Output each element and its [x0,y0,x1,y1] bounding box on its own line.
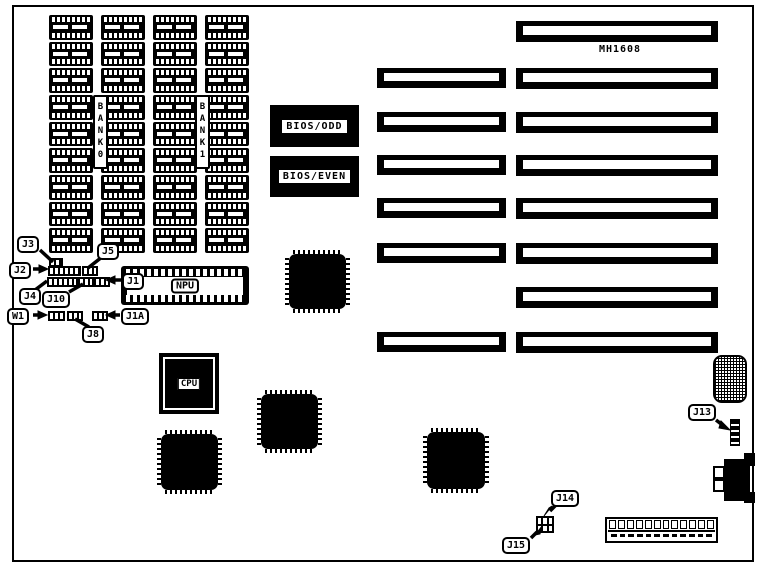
callout-j2: J2 [9,262,31,279]
power-connector-pins [609,520,714,529]
w1-pins [48,311,65,321]
memory-dip-socket [153,175,197,200]
power-connector-divider [608,530,715,532]
memory-dip-socket [153,42,197,67]
memory-dip-socket [49,42,93,67]
keyboard-connector-pin-top [713,466,725,479]
callout-j3: J3 [17,236,39,253]
callout-j14: J14 [551,490,579,507]
isa-slot-right-8 [516,332,718,353]
memory-dip-socket [205,15,249,40]
keyboard-connector-tab-top [744,453,755,466]
bios-even-label: BIOS/EVEN [278,169,351,184]
j4-pins [47,277,78,287]
power-connector-solder-pads [611,534,712,537]
memory-dip-socket [205,122,249,147]
memory-socket-grid [49,15,249,253]
qfp-chip-2 [257,390,322,453]
memory-dip-socket [153,228,197,253]
j5-pins [82,266,98,276]
bios-even-chip [270,156,359,197]
isa-slot-right-2 [516,68,718,89]
memory-dip-socket [101,42,145,67]
memory-dip-socket [49,95,93,120]
memory-dip-socket [101,68,145,93]
callout-j10: J10 [42,291,70,308]
power-connector [605,517,718,543]
memory-dip-socket [205,175,249,200]
j8-pins [67,311,83,321]
callout-j5: J5 [97,243,119,260]
isa-slot-right-7 [516,287,718,308]
isa-slot-left-2 [377,112,506,132]
memory-dip-socket [49,202,93,227]
isa-slot-right-6 [516,243,718,264]
memory-dip-socket [205,42,249,67]
qfp-chip-3 [157,430,222,494]
memory-dip-socket [101,15,145,40]
memory-dip-socket [101,175,145,200]
qfp-chip-4 [423,428,489,493]
j1-pins [94,277,110,287]
isa-slot-left-5 [377,243,506,263]
isa-slot-left-3 [377,155,506,175]
isa-slot-left-4 [377,198,506,218]
isa-slot-left-6 [377,332,506,352]
j1a-pins [92,311,108,321]
memory-dip-socket [49,122,93,147]
callout-j15: J15 [502,537,530,554]
npu-label: NPU [171,278,199,293]
memory-dip-socket [49,68,93,93]
memory-dip-socket [49,228,93,253]
keyboard-connector-pin-bottom [713,479,725,492]
board-model-label: MH1608 [598,44,642,55]
cpu-label: CPU [178,378,200,390]
bank0-label: BANK0 [93,95,108,169]
memory-dip-socket [153,15,197,40]
memory-dip-socket [153,122,197,147]
j10-pins [78,277,94,287]
toroid-component [713,355,747,403]
cpu-socket [159,353,219,414]
callout-j1a: J1A [121,308,149,325]
memory-dip-socket [205,202,249,227]
memory-dip-socket [205,68,249,93]
memory-dip-socket [101,202,145,227]
memory-dip-socket [205,95,249,120]
callout-j1: J1 [122,273,144,290]
memory-dip-socket [49,175,93,200]
isa-slot-right-1 [516,21,718,42]
callout-j13: J13 [688,404,716,421]
j2-pins [48,266,81,276]
bios-odd-chip [270,105,359,147]
memory-dip-socket [153,68,197,93]
npu-pins-bottom [126,295,244,302]
bios-odd-label: BIOS/ODD [281,119,347,134]
memory-dip-socket [205,148,249,173]
keyboard-connector-tab-bottom [744,492,755,503]
callout-j4: J4 [19,288,41,305]
memory-dip-socket [153,202,197,227]
isa-slot-right-4 [516,155,718,176]
memory-dip-socket [153,95,197,120]
isa-slot-left-1 [377,68,506,88]
isa-slot-right-5 [516,198,718,219]
callout-j8: J8 [82,326,104,343]
qfp-chip-1 [285,250,350,313]
isa-slot-right-3 [516,112,718,133]
j14-j15-header [536,516,554,533]
memory-dip-socket [205,228,249,253]
memory-dip-socket [49,15,93,40]
memory-dip-socket [49,148,93,173]
callout-w1: W1 [7,308,29,325]
npu-pins-top [126,269,244,276]
memory-dip-socket [153,148,197,173]
j13-pin-header [730,419,740,446]
bank1-label: BANK1 [195,95,210,169]
